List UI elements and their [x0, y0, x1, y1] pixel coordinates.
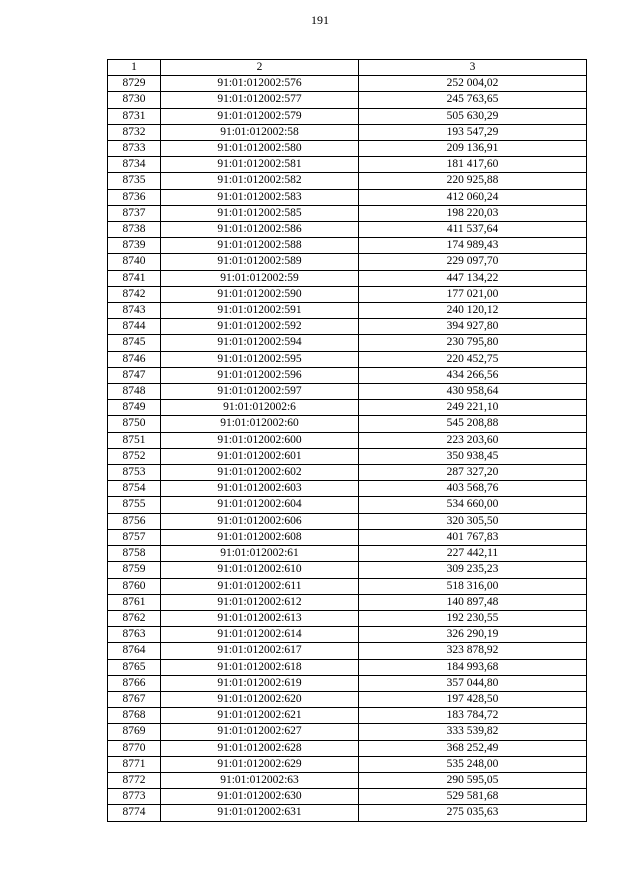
row-number-cell: 8752: [108, 448, 161, 464]
row-number-cell: 8771: [108, 756, 161, 772]
value-cell: 350 938,45: [359, 448, 587, 464]
value-cell: 411 537,64: [359, 222, 587, 238]
row-number-cell: 8745: [108, 335, 161, 351]
value-cell: 290 595,05: [359, 772, 587, 788]
value-cell: 140 897,48: [359, 594, 587, 610]
table-row: [108, 513, 587, 529]
value-cell: 333 539,82: [359, 724, 587, 740]
value-cell: 535 248,00: [359, 756, 587, 772]
value-cell: 545 208,88: [359, 416, 587, 432]
value-cell: 434 266,56: [359, 367, 587, 383]
row-number-cell: 8731: [108, 108, 161, 124]
value-cell: 534 660,00: [359, 497, 587, 513]
table-row: [108, 270, 587, 286]
value-cell: 447 134,22: [359, 270, 587, 286]
row-number-cell: 8756: [108, 513, 161, 529]
cadastral-number-cell: 91:01:012002:620: [161, 691, 359, 707]
cadastral-number-cell: 91:01:012002:592: [161, 319, 359, 335]
cadastral-number-cell: 91:01:012002:63: [161, 772, 359, 788]
table-body: [108, 76, 587, 821]
row-number-cell: 8743: [108, 303, 161, 319]
value-cell: 245 763,65: [359, 92, 587, 108]
row-number-cell: 8768: [108, 708, 161, 724]
cadastral-number-cell: 91:01:012002:576: [161, 76, 359, 92]
table-row: [108, 756, 587, 772]
table-row: [108, 351, 587, 367]
row-number-cell: 8766: [108, 675, 161, 691]
row-number-cell: 8751: [108, 432, 161, 448]
row-number-cell: 8747: [108, 367, 161, 383]
table-row: [108, 319, 587, 335]
cadastral-number-cell: 91:01:012002:608: [161, 529, 359, 545]
cadastral-number-cell: 91:01:012002:610: [161, 562, 359, 578]
table-row: [108, 432, 587, 448]
row-number-cell: 8753: [108, 465, 161, 481]
value-cell: 323 878,92: [359, 643, 587, 659]
table-row: [108, 254, 587, 270]
table-row: [108, 238, 587, 254]
value-cell: 326 290,19: [359, 627, 587, 643]
value-cell: 240 120,12: [359, 303, 587, 319]
value-cell: 184 993,68: [359, 659, 587, 675]
table-row: [108, 108, 587, 124]
table-row: [108, 141, 587, 157]
row-number-cell: 8750: [108, 416, 161, 432]
table-row: [108, 772, 587, 788]
table-row: [108, 124, 587, 140]
table-row: [108, 335, 587, 351]
cadastral-number-cell: 91:01:012002:581: [161, 157, 359, 173]
cadastral-number-cell: 91:01:012002:612: [161, 594, 359, 610]
value-cell: 197 428,50: [359, 691, 587, 707]
row-number-cell: 8740: [108, 254, 161, 270]
cadastral-number-cell: 91:01:012002:579: [161, 108, 359, 124]
value-cell: 198 220,03: [359, 205, 587, 221]
value-cell: 320 305,50: [359, 513, 587, 529]
cadastral-number-cell: 91:01:012002:590: [161, 286, 359, 302]
cadastral-number-cell: 91:01:012002:582: [161, 173, 359, 189]
row-number-cell: 8769: [108, 724, 161, 740]
table-row: [108, 659, 587, 675]
row-number-cell: 8733: [108, 141, 161, 157]
cadastral-number-cell: 91:01:012002:603: [161, 481, 359, 497]
row-number-cell: 8757: [108, 529, 161, 545]
value-cell: 193 547,29: [359, 124, 587, 140]
row-number-cell: 8774: [108, 805, 161, 821]
value-cell: 505 630,29: [359, 108, 587, 124]
cadastral-number-cell: 91:01:012002:588: [161, 238, 359, 254]
table-row: [108, 465, 587, 481]
value-cell: 230 795,80: [359, 335, 587, 351]
cadastral-number-cell: 91:01:012002:629: [161, 756, 359, 772]
row-number-cell: 8754: [108, 481, 161, 497]
value-cell: 220 925,88: [359, 173, 587, 189]
row-number-cell: 8772: [108, 772, 161, 788]
cadastral-number-cell: 91:01:012002:631: [161, 805, 359, 821]
value-cell: 368 252,49: [359, 740, 587, 756]
table-row: [108, 546, 587, 562]
cadastral-number-cell: 91:01:012002:604: [161, 497, 359, 513]
cadastral-number-cell: 91:01:012002:583: [161, 189, 359, 205]
row-number-cell: 8730: [108, 92, 161, 108]
cadastral-number-cell: 91:01:012002:577: [161, 92, 359, 108]
value-cell: 177 021,00: [359, 286, 587, 302]
table-row: [108, 578, 587, 594]
table-header-row: [108, 60, 587, 76]
value-cell: 529 581,68: [359, 789, 587, 805]
row-number-cell: 8764: [108, 643, 161, 659]
table-row: [108, 222, 587, 238]
cadastral-number-cell: 91:01:012002:630: [161, 789, 359, 805]
value-cell: 223 203,60: [359, 432, 587, 448]
table-row: [108, 643, 587, 659]
value-cell: 275 035,63: [359, 805, 587, 821]
table-row: [108, 529, 587, 545]
cadastral-number-cell: 91:01:012002:59: [161, 270, 359, 286]
table-row: [108, 400, 587, 416]
cadastral-number-cell: 91:01:012002:614: [161, 627, 359, 643]
value-cell: 401 767,83: [359, 529, 587, 545]
column-header: 3: [359, 60, 587, 76]
row-number-cell: 8763: [108, 627, 161, 643]
value-cell: 252 004,02: [359, 76, 587, 92]
table-row: [108, 92, 587, 108]
cadastral-number-cell: 91:01:012002:61: [161, 546, 359, 562]
row-number-cell: 8758: [108, 546, 161, 562]
table-row: [108, 205, 587, 221]
table-row: [108, 740, 587, 756]
cadastral-number-cell: 91:01:012002:58: [161, 124, 359, 140]
cadastral-number-cell: 91:01:012002:6: [161, 400, 359, 416]
row-number-cell: 8765: [108, 659, 161, 675]
cadastral-number-cell: 91:01:012002:597: [161, 384, 359, 400]
table-row: [108, 384, 587, 400]
cadastral-number-cell: 91:01:012002:606: [161, 513, 359, 529]
cadastral-number-cell: 91:01:012002:602: [161, 465, 359, 481]
row-number-cell: 8737: [108, 205, 161, 221]
row-number-cell: 8736: [108, 189, 161, 205]
page-number: 191: [311, 13, 329, 27]
table-row: [108, 627, 587, 643]
table-row: [108, 173, 587, 189]
table-row: [108, 448, 587, 464]
cadastral-number-cell: 91:01:012002:60: [161, 416, 359, 432]
value-cell: 309 235,23: [359, 562, 587, 578]
table-row: [108, 691, 587, 707]
row-number-cell: 8773: [108, 789, 161, 805]
cadastral-number-cell: 91:01:012002:613: [161, 610, 359, 626]
row-number-cell: 8734: [108, 157, 161, 173]
value-cell: 183 784,72: [359, 708, 587, 724]
value-cell: 220 452,75: [359, 351, 587, 367]
cadastral-number-cell: 91:01:012002:627: [161, 724, 359, 740]
value-cell: 209 136,91: [359, 141, 587, 157]
value-cell: 181 417,60: [359, 157, 587, 173]
value-cell: 287 327,20: [359, 465, 587, 481]
row-number-cell: 8742: [108, 286, 161, 302]
table-row: [108, 367, 587, 383]
table-row: [108, 594, 587, 610]
row-number-cell: 8761: [108, 594, 161, 610]
row-number-cell: 8741: [108, 270, 161, 286]
cadastral-number-cell: 91:01:012002:617: [161, 643, 359, 659]
value-cell: 412 060,24: [359, 189, 587, 205]
value-cell: 192 230,55: [359, 610, 587, 626]
value-cell: 249 221,10: [359, 400, 587, 416]
row-number-cell: 8744: [108, 319, 161, 335]
value-cell: 518 316,00: [359, 578, 587, 594]
cadastral-number-cell: 91:01:012002:600: [161, 432, 359, 448]
row-number-cell: 8732: [108, 124, 161, 140]
cadastral-number-cell: 91:01:012002:586: [161, 222, 359, 238]
value-cell: 227 442,11: [359, 546, 587, 562]
column-header: 2: [161, 60, 359, 76]
table-row: [108, 610, 587, 626]
row-number-cell: 8729: [108, 76, 161, 92]
cadastral-number-cell: 91:01:012002:595: [161, 351, 359, 367]
row-number-cell: 8738: [108, 222, 161, 238]
row-number-cell: 8755: [108, 497, 161, 513]
table-row: [108, 286, 587, 302]
cadastral-number-cell: 91:01:012002:580: [161, 141, 359, 157]
cadastral-number-cell: 91:01:012002:621: [161, 708, 359, 724]
cadastral-number-cell: 91:01:012002:585: [161, 205, 359, 221]
table-row: [108, 497, 587, 513]
cadastral-number-cell: 91:01:012002:594: [161, 335, 359, 351]
table-row: [108, 189, 587, 205]
row-number-cell: 8767: [108, 691, 161, 707]
table-row: [108, 76, 587, 92]
row-number-cell: 8748: [108, 384, 161, 400]
table-row: [108, 303, 587, 319]
table-row: [108, 789, 587, 805]
value-cell: 403 568,76: [359, 481, 587, 497]
row-number-cell: 8735: [108, 173, 161, 189]
table-row: [108, 157, 587, 173]
column-header: 1: [108, 60, 161, 76]
value-cell: 229 097,70: [359, 254, 587, 270]
row-number-cell: 8746: [108, 351, 161, 367]
value-cell: 430 958,64: [359, 384, 587, 400]
table-row: [108, 708, 587, 724]
table-row: [108, 724, 587, 740]
cadastral-number-cell: 91:01:012002:618: [161, 659, 359, 675]
cadastral-number-cell: 91:01:012002:601: [161, 448, 359, 464]
row-number-cell: 8759: [108, 562, 161, 578]
row-number-cell: 8749: [108, 400, 161, 416]
table-row: [108, 416, 587, 432]
value-cell: 174 989,43: [359, 238, 587, 254]
cadastral-number-cell: 91:01:012002:596: [161, 367, 359, 383]
row-number-cell: 8760: [108, 578, 161, 594]
row-number-cell: 8762: [108, 610, 161, 626]
cadastral-number-cell: 91:01:012002:591: [161, 303, 359, 319]
data-table: [107, 59, 587, 822]
value-cell: 357 044,80: [359, 675, 587, 691]
cadastral-number-cell: 91:01:012002:589: [161, 254, 359, 270]
table-row: [108, 805, 587, 821]
cadastral-number-cell: 91:01:012002:611: [161, 578, 359, 594]
cadastral-number-cell: 91:01:012002:628: [161, 740, 359, 756]
table-row: [108, 562, 587, 578]
value-cell: 394 927,80: [359, 319, 587, 335]
row-number-cell: 8770: [108, 740, 161, 756]
table-row: [108, 481, 587, 497]
cadastral-number-cell: 91:01:012002:619: [161, 675, 359, 691]
table-row: [108, 675, 587, 691]
row-number-cell: 8739: [108, 238, 161, 254]
